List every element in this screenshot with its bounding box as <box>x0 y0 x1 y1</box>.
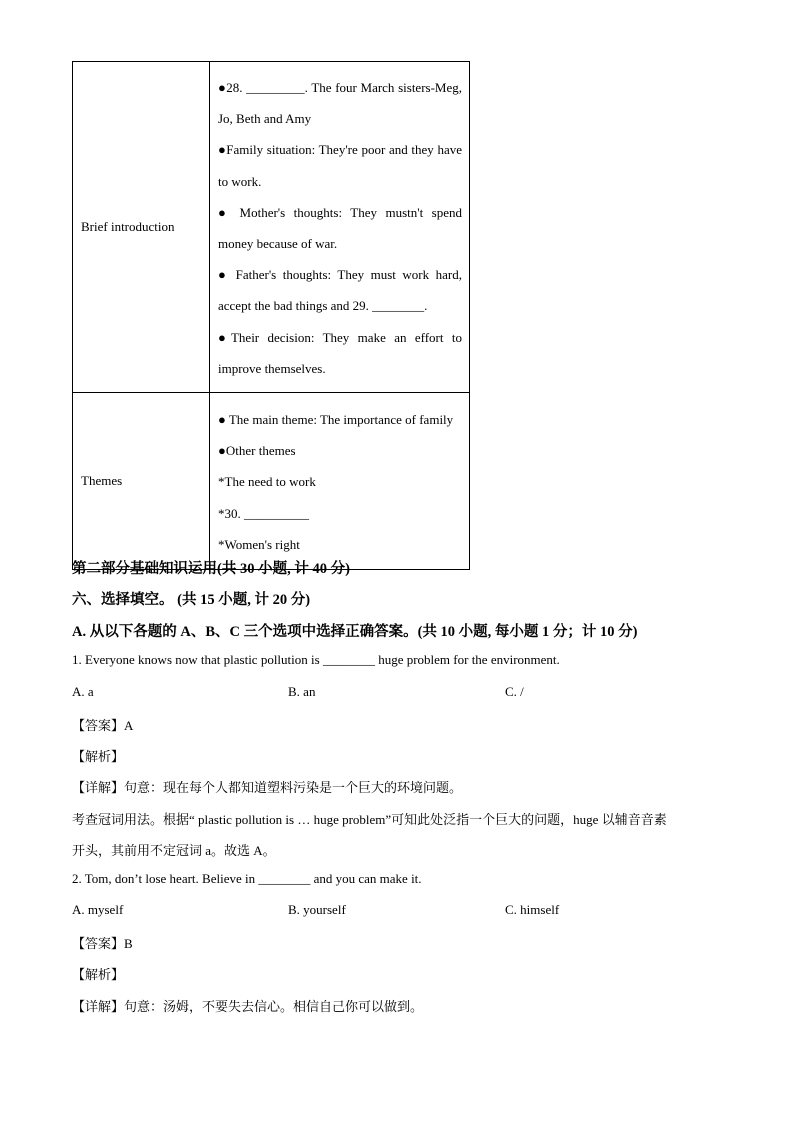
table-row <box>73 393 470 570</box>
table-line: *Women's right <box>218 536 300 552</box>
table-line: accept the bad things and 29. ________. <box>218 298 428 314</box>
table-line: *The need to work <box>218 474 316 490</box>
row-content-brief-introduction <box>210 62 470 393</box>
table-line: ● The main theme: The importance of family <box>218 411 454 427</box>
question-2-option-b: B. yourself <box>288 902 346 917</box>
table-line: ● Mother's thoughts: They mustn't spend <box>218 204 462 220</box>
question-2-option-a: A. myself <box>72 902 124 917</box>
table-line: ●Other themes <box>218 443 296 459</box>
table-line: to work. <box>218 173 262 189</box>
question-1-stem: 1. Everyone knows now that plastic pollution is ________ huge problem for the environment. <box>72 652 560 667</box>
table-line: Jo, Beth and Amy <box>218 111 312 127</box>
question-1-option-c: C. / <box>505 684 524 699</box>
question-1-explanation-line2: 开头，其前用不定冠词 a。故选 A。 <box>72 843 276 858</box>
section-heading-part2: 第二部分基础知识运用(共 30 小题, 计 40 分) <box>72 561 350 577</box>
section-heading-part6: 六、选择填空。 (共 15 小题, 计 20 分) <box>72 592 311 608</box>
table-line: *30. __________ <box>218 505 309 521</box>
question-2-detail: 【详解】句意：汤姆，不要失去信心。相信自己你可以做到。 <box>72 999 424 1014</box>
table-row <box>73 62 470 393</box>
row-label-themes: Themes <box>73 393 210 570</box>
row-label-brief-introduction: Brief introduction <box>73 62 210 393</box>
table-line: money because of war. <box>218 236 338 251</box>
question-2-option-c: C. himself <box>505 902 560 917</box>
table-line: improve themselves. <box>218 360 326 376</box>
table-line: ● Father's thoughts: They must work hard, <box>218 267 462 283</box>
table-line: ●Their decision: They make an effort to <box>218 329 462 345</box>
question-1-option-b: B. an <box>288 684 316 699</box>
row-content-themes <box>210 393 470 570</box>
table-line: ●28. _________. The four March sisters-Meg, <box>218 79 462 95</box>
question-1-option-a: A. a <box>72 684 94 699</box>
question-1-detail: 【详解】句意：现在每个人都知道塑料污染是一个巨大的环境问题。 <box>72 780 463 795</box>
table-line: ●Family situation: They're poor and they have <box>218 142 462 158</box>
question-1-analysis-label: 【解析】 <box>72 749 125 764</box>
question-1-answer: 【答案】A <box>72 718 134 733</box>
question-2-stem: 2. Tom, don’t lose heart. Believe in ________ and you can make it. <box>72 871 422 886</box>
question-1-explanation-line1: 考查冠词用法。根据“ plastic pollution is … huge problem”可知此处泛指一个巨大的问题，huge 以辅音音素 <box>72 812 667 827</box>
book-info-table <box>72 61 470 570</box>
question-2-answer: 【答案】B <box>72 936 133 951</box>
section-heading-part-a: A. 从以下各题的 A、B、C 三个选项中选择正确答案。(共 10 小题, 每小题 1 分；计 10 分) <box>72 624 638 640</box>
question-2-analysis-label: 【解析】 <box>72 967 125 982</box>
